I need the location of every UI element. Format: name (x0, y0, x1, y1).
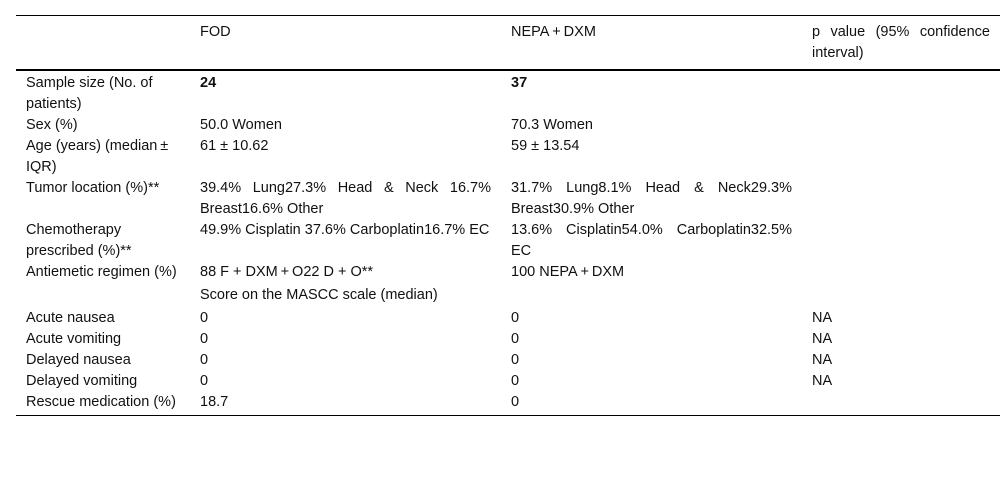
cell-fod: 18.7 (200, 394, 229, 410)
row-tumor-location (16, 178, 1000, 220)
cell-p: NA (812, 352, 833, 368)
cell-fod: 61 ± 10.62 (200, 138, 269, 154)
row-sex (16, 115, 1000, 136)
cell-p (802, 285, 1000, 308)
row-label: Chemotherapy prescribed (%)** (26, 222, 132, 259)
row-chemotherapy (16, 220, 1000, 262)
cell-p: NA (812, 331, 833, 347)
row-label: Tumor location (%)** (26, 180, 160, 196)
cell-fod: 50.0 Women (200, 117, 282, 133)
header-p-value: p value (95% confidence interval) (812, 24, 990, 61)
cell-fod: 49.9% Cisplatin 37.6% Carboplatin16.7% EC (200, 222, 490, 238)
row-label (16, 285, 190, 308)
row-label: Delayed nausea (26, 352, 131, 368)
cell-fod: 0 (200, 331, 209, 347)
cell-nepa: 13.6% Cisplatin54.0% Carboplatin32.5% EC (511, 222, 792, 259)
row-label: Acute vomiting (26, 331, 122, 347)
mascc-subheader: Score on the MASCC scale (median) (200, 287, 438, 303)
row-label: Age (years) (median ± IQR) (26, 138, 172, 175)
row-label: Delayed vomiting (26, 373, 138, 389)
cell-p: NA (812, 373, 833, 389)
cell-p (802, 220, 1000, 262)
cell-nepa: 0 (511, 394, 520, 410)
header-row (16, 16, 1000, 71)
results-table (16, 15, 1000, 416)
cell-fod: 39.4% Lung27.3% Head & Neck 16.7% Breast16.6% Other (200, 180, 491, 217)
cell-nepa: 0 (511, 373, 520, 389)
header-nepa-dxm: NEPA + DXM (511, 24, 596, 40)
cell-nepa: 59 ± 13.54 (511, 138, 580, 154)
cell-p (802, 178, 1000, 220)
row-rescue-medication (16, 392, 1000, 416)
cell-nepa: 37 (511, 75, 528, 91)
cell-p: NA (812, 310, 833, 326)
cell-nepa: 0 (511, 352, 520, 368)
row-label: Acute nausea (26, 310, 115, 326)
header-fod: FOD (200, 24, 231, 40)
row-acute-nausea (16, 308, 1000, 329)
cell-nepa: 31.7% Lung8.1% Head & Neck29.3% Breast30.9% Other (511, 180, 792, 217)
cell-fod: 0 (200, 373, 209, 389)
cell-nepa: 0 (511, 331, 520, 347)
cell-fod: 0 (200, 352, 209, 368)
row-delayed-nausea (16, 350, 1000, 371)
row-label: Sample size (No. of patients) (26, 75, 153, 112)
cell-p (802, 392, 1000, 416)
row-antiemetic-regimen (16, 262, 1000, 285)
row-age (16, 136, 1000, 178)
header-blank (16, 16, 190, 71)
cell-p (802, 262, 1000, 285)
row-mascc-subheader (16, 285, 1000, 308)
cell-p (802, 70, 1000, 115)
cell-p (802, 136, 1000, 178)
cell-nepa: 70.3 Women (511, 117, 593, 133)
row-delayed-vomiting (16, 371, 1000, 392)
row-label: Rescue medication (%) (26, 394, 176, 410)
row-acute-vomiting (16, 329, 1000, 350)
row-sample-size (16, 70, 1000, 115)
cell-fod: 88 F + DXM + O22 D + O** (200, 264, 374, 280)
cell-nepa: 100 NEPA + DXM (511, 264, 625, 280)
cell-fod: 0 (200, 310, 209, 326)
cell-nepa: 0 (511, 310, 520, 326)
cell-fod: 24 (200, 75, 217, 91)
cell-p (802, 115, 1000, 136)
row-label: Antiemetic regimen (%) (26, 264, 177, 280)
row-label: Sex (%) (26, 117, 78, 133)
